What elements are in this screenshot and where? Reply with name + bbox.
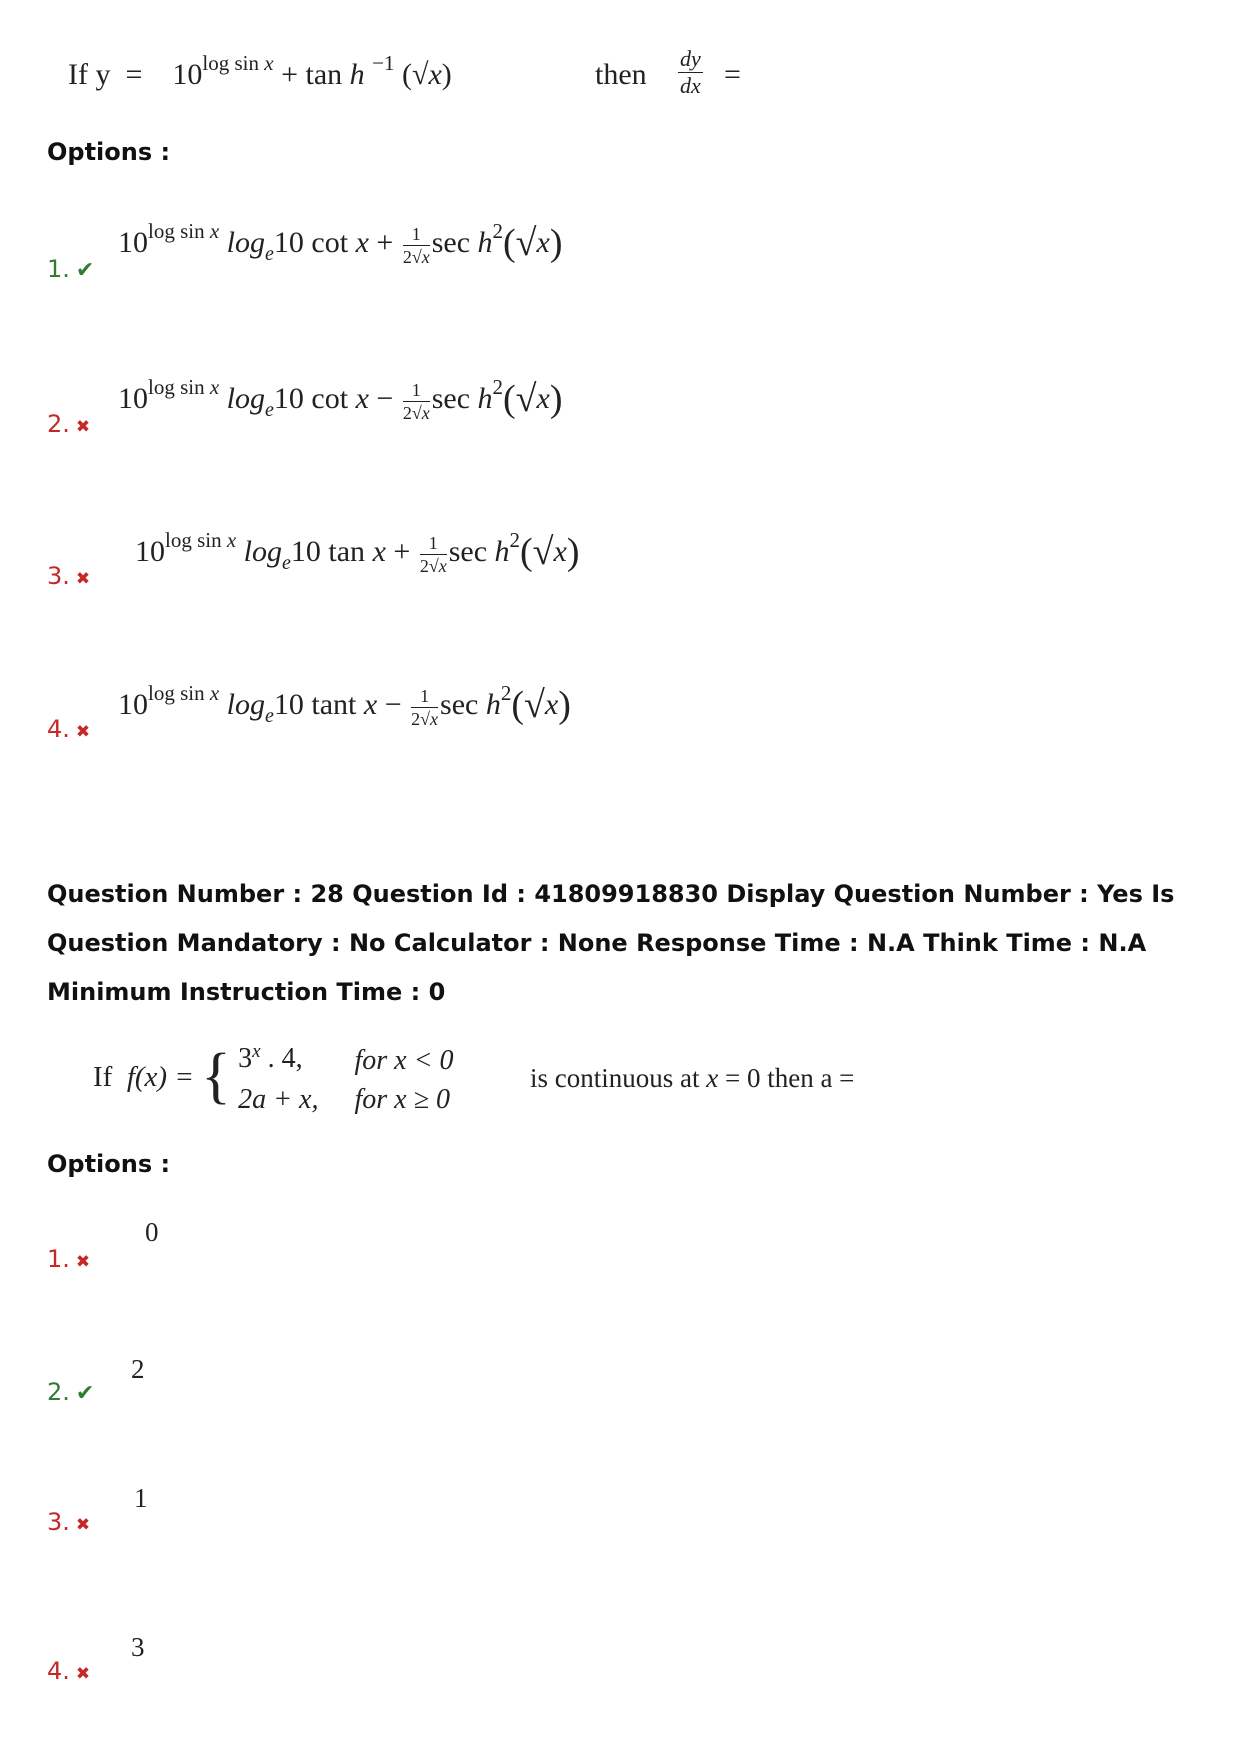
sqrt-close: ): [566, 531, 580, 573]
cross-icon: ✖: [75, 722, 91, 742]
h: h: [494, 535, 510, 568]
stem-sqrt-open: (√: [402, 58, 429, 91]
cross-icon: ✖: [75, 569, 91, 589]
stem-sqrt-var: x: [428, 58, 442, 91]
sqrt-var: x: [536, 382, 550, 415]
sqrt-var: x: [536, 226, 550, 259]
tail-var: x: [706, 1063, 719, 1093]
row1-exponent: x: [252, 1041, 261, 1062]
option-number: 1.: [47, 255, 70, 283]
sqrt-var: x: [544, 688, 559, 721]
stem-fx: f(x) =: [126, 1061, 194, 1094]
option-number: 3.: [47, 1508, 70, 1536]
sec: sec: [440, 688, 479, 721]
case-1-cond: [326, 1040, 461, 1081]
operator: +: [393, 535, 411, 568]
base: 10: [135, 535, 165, 568]
base: 10: [118, 688, 148, 721]
trig-function: cot: [311, 382, 349, 415]
variable: x: [355, 226, 369, 259]
h: h: [485, 688, 501, 721]
stem-final-equals: =: [724, 58, 741, 91]
log-base: e: [265, 705, 274, 727]
option-3-expression: [135, 527, 580, 575]
variable: x: [372, 535, 386, 568]
operator: −: [376, 382, 394, 415]
q28-option-2-marker: [47, 1378, 94, 1406]
case-1-expr: [238, 1040, 326, 1081]
stem-inverse: −1: [372, 51, 395, 75]
sqrt-close: ): [549, 378, 563, 420]
exponent-var: x: [209, 375, 220, 399]
exponent: log sin: [148, 375, 205, 399]
sec: sec: [431, 226, 471, 259]
piecewise-cases: [238, 1040, 461, 1119]
fraction-numerator: 1: [403, 225, 430, 246]
q28-option-2-value: 2: [131, 1354, 145, 1384]
stem-exponent-var: x: [264, 51, 274, 75]
sqrt-close: ): [558, 684, 571, 726]
ten: 10: [273, 382, 304, 415]
ten: 10: [273, 688, 304, 721]
option-4-expression: [118, 680, 571, 728]
tail-rest: = 0 then a =: [724, 1063, 855, 1093]
exponent-var: x: [226, 528, 237, 552]
option-3-marker: [47, 562, 90, 590]
dy-dx-fraction: [676, 48, 705, 97]
stem-equals: =: [125, 58, 143, 91]
stem-if: If: [93, 1061, 113, 1094]
case-row-2: [238, 1081, 461, 1119]
log-base: e: [265, 243, 274, 265]
fraction-denominator: 2√: [402, 402, 422, 423]
log: log: [226, 688, 266, 721]
sqrt-open: (√: [520, 531, 554, 573]
cross-icon: ✖: [75, 417, 91, 437]
option-number: 2.: [47, 1378, 70, 1406]
tail-text: is continuous at: [530, 1063, 700, 1093]
operator: +: [376, 226, 394, 259]
option-number: 2.: [47, 410, 70, 438]
option-2-expression: [118, 374, 563, 422]
question-28-tail: [530, 1063, 854, 1094]
trig-function: cot: [311, 226, 349, 259]
option-number: 4.: [47, 1657, 70, 1685]
ten: 10: [273, 226, 304, 259]
exponent-var: x: [209, 219, 220, 243]
base: 10: [118, 226, 148, 259]
fraction-numerator: 1: [403, 381, 430, 402]
exponent-var: x: [209, 681, 220, 705]
sqrt-close: ): [549, 222, 563, 264]
option-2-marker: [47, 410, 90, 438]
q28-option-3-marker: [47, 1508, 90, 1536]
options-label: Options :: [47, 1150, 171, 1178]
option-1-expression: [118, 218, 563, 266]
stem-base: 10: [172, 58, 203, 91]
fraction-denominator: 2√: [419, 555, 439, 576]
operator: −: [384, 688, 402, 721]
sec: sec: [448, 535, 488, 568]
square: 2: [500, 681, 512, 705]
case-2-cond: [326, 1081, 461, 1119]
stem-sqrt-close: ): [441, 58, 452, 91]
exponent: log sin: [165, 528, 222, 552]
log: log: [243, 535, 283, 568]
check-icon: ✔: [75, 258, 95, 283]
fraction-denominator: 2√: [402, 246, 422, 267]
sqrt-open: (√: [503, 222, 537, 264]
cross-icon: ✖: [75, 1664, 91, 1684]
option-number: 1.: [47, 1245, 70, 1273]
option-number: 4.: [47, 715, 70, 743]
sqrt-open: (√: [511, 684, 545, 726]
fraction-var: x: [438, 555, 447, 576]
fraction-numerator: 1: [420, 534, 447, 555]
dy: dy: [680, 46, 701, 71]
row2-expr: 2a + x,: [238, 1084, 319, 1115]
q28-option-3-value: 1: [134, 1483, 148, 1513]
fraction-var: x: [421, 246, 430, 267]
sqrt-open: (√: [503, 378, 537, 420]
trig-function: tant: [311, 688, 357, 721]
log-base: e: [265, 399, 274, 421]
cross-icon: ✖: [75, 1252, 91, 1272]
question-28-stem: [93, 1040, 461, 1119]
dx: dx: [680, 73, 701, 98]
option-number: 3.: [47, 562, 70, 590]
case-2-expr: [238, 1081, 326, 1119]
stem-tan: tan: [305, 58, 343, 91]
sec: sec: [431, 382, 471, 415]
row1-rest: . 4,: [267, 1043, 303, 1074]
q28-option-4-value: 3: [131, 1632, 145, 1662]
exponent: log sin: [148, 219, 205, 243]
variable: x: [355, 382, 369, 415]
stem-prefix: If y: [68, 58, 111, 91]
q28-option-4-marker: [47, 1657, 90, 1685]
base: 10: [118, 382, 148, 415]
row2-condition: for x ≥ 0: [354, 1084, 450, 1115]
h: h: [477, 226, 493, 259]
cross-icon: ✖: [75, 1515, 91, 1535]
row1-base: 3: [238, 1043, 253, 1074]
option-1-marker: [47, 255, 94, 283]
case-row-1: [238, 1040, 461, 1081]
fraction-var: x: [430, 708, 439, 729]
fraction-numerator: 1: [411, 687, 438, 708]
fraction-denominator: 2√: [411, 708, 431, 729]
stem-then: then: [595, 58, 647, 91]
square: 2: [509, 528, 521, 552]
question-27-then: [595, 58, 647, 92]
row1-condition: for x < 0: [354, 1044, 454, 1076]
question-28-meta: Question Number : 28 Question Id : 41809918830 Display Question Number : Yes Is Question Mandatory : No Calculator : None Response Time : N.A Think Time : N.A Minimum Instruction Time : 0: [47, 880, 1175, 1006]
exponent: log sin: [148, 681, 205, 705]
trig-function: tan: [328, 535, 366, 568]
brace-icon: {: [201, 1041, 231, 1110]
square: 2: [492, 219, 504, 243]
stem-h: h: [349, 58, 365, 91]
check-icon: ✔: [75, 1381, 95, 1406]
log: log: [226, 226, 266, 259]
question-27-stem: [68, 51, 452, 92]
h: h: [477, 382, 493, 415]
log: log: [226, 382, 266, 415]
option-4-marker: [47, 715, 90, 743]
stem-exponent: log sin: [202, 51, 259, 75]
sqrt-var: x: [553, 535, 567, 568]
ten: 10: [290, 535, 321, 568]
q28-option-1-value: 0: [145, 1217, 159, 1247]
options-label: Options :: [47, 138, 171, 166]
stem-plus: +: [281, 58, 298, 91]
log-base: e: [282, 552, 291, 574]
square: 2: [492, 375, 504, 399]
fraction-var: x: [421, 402, 430, 423]
q28-option-1-marker: [47, 1245, 90, 1273]
variable: x: [363, 688, 378, 721]
